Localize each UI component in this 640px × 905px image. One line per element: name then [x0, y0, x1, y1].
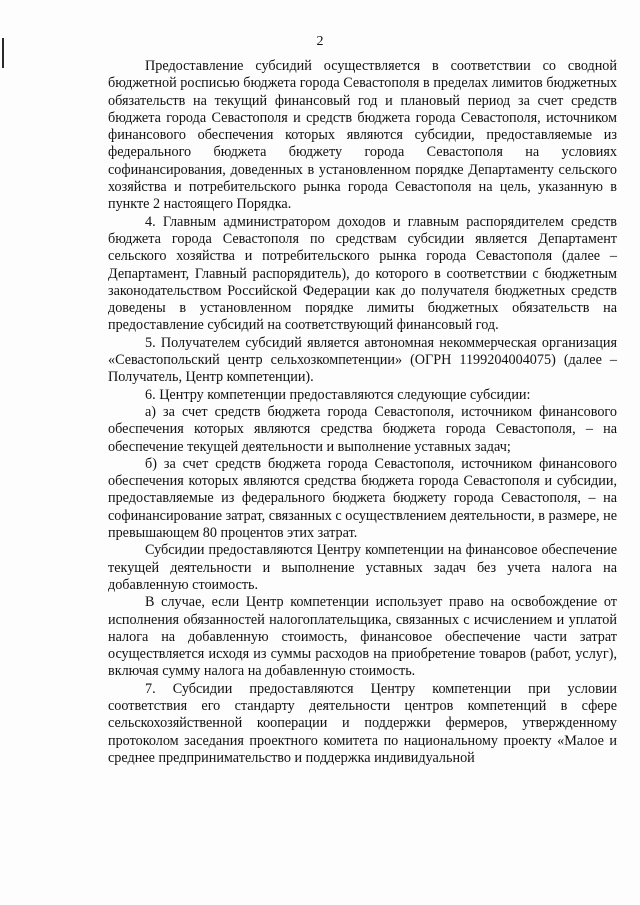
paragraph-4-main-administrator: 4. Главным администратором доходов и главным распорядителем средств бюджета города Севастополя по средствам субсидии является Департамент сельского хозяйства и потребительского рынка города Севастополя (далее – Департамент, Главный распорядитель), до которого в соответствии с бюджетным законодательством Российской Федерации как до получателя бюджетных средств доведены в установленном порядке лимиты бюджетных обязательств на предоставление субсидий на соответствующий финансовый год. — [108, 213, 617, 334]
paragraph-6-subsidies-list: 6. Центру компетенции предоставляются следующие субсидии: — [145, 386, 531, 403]
page-number: 2 — [316, 34, 324, 49]
paragraph-6b: б) за счет средств бюджета города Севастополя, источником финансового обеспечения которых являются средства бюджета города Севастополя и субсидии, предоставляемые из федерального бюджета бюджету города Севастополя, – на софинансирование затрат, связанных с осуществлением деятельности, в размере, не превышающем 80 процентов этих затрат. — [108, 455, 617, 542]
paragraph-6a: а) за счет средств бюджета города Севастополя, источником финансового обеспечения которых являются средства бюджета города Севастополя, – на обеспечение текущей деятельности и выполнение уставных задач; — [108, 403, 617, 455]
paragraph-vat-exemption: В случае, если Центр компетенции использует право на освобождение от исполнения обязанностей налогоплательщика, связанных с исчислением и уплатой налога на добавленную стоимость, финансовое обеспечение части затрат осуществляется исходя из суммы расходов на приобретение товаров (работ, услуг), включая сумму налога на добавленную стоимость. — [108, 594, 617, 680]
paragraph-7-conditions: 7. Субсидии предоставляются Центру компетенции при условии соответствия его стандарту деятельности центров компетенций в сфере сельскохозяйственной кооперации и поддержки фермеров, утвержденному протоколом заседания проектного комитета по национальному проекту «Малое и среднее предпринимательство и поддержка индивидуальной — [108, 680, 617, 766]
paragraph-subsidy-provision: Предоставление субсидий осуществляется в соответствии со сводной бюджетной росписью бюджета города Севастополя в пределах лимитов бюджетных обязательств на текущий финансовый год и плановый период за счет средств бюджета города Севастополя и средств бюджета города Севастополя, источником финансового обеспечения которых являются субсидии, предоставляемые из федерального бюджета бюджету города Севастополя на условиях софинансирования, доведенных в установленном порядке Департаменту сельского хозяйства и потребительского рынка города Севастополя на цель, указанную в пункте 2 настоящего Порядка. — [108, 58, 617, 213]
paragraph-vat-exclusion: Субсидии предоставляются Центру компетенции на финансовое обеспечение текущей деятельности и выполнение уставных задач без учета налога на добавленную стоимость. — [108, 542, 617, 593]
paragraph-5-recipient: 5. Получателем субсидий является автономная некоммерческая организация «Севастопольский центр сельхозкомпетенции» (ОГРН 1199204004075) (далее – Получатель, Центр компетенции). — [108, 334, 617, 386]
document-body — [108, 58, 617, 767]
